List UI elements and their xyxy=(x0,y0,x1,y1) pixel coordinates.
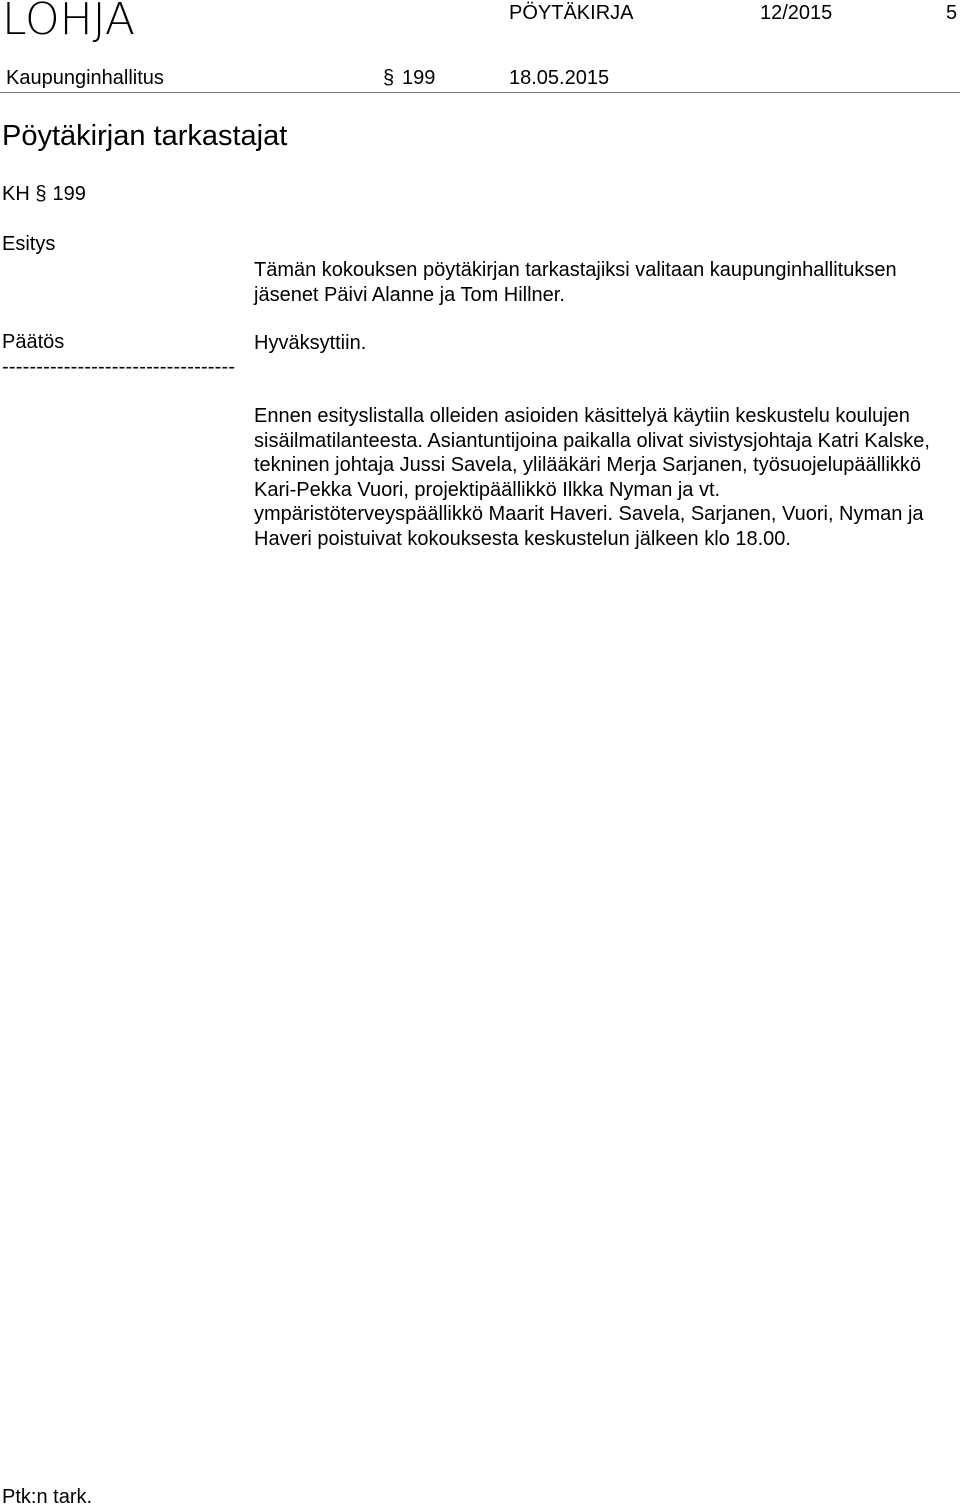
proposal-label: Esitys xyxy=(2,233,56,255)
item-ref-symbol: § xyxy=(35,183,47,205)
discussion-note: Ennen esityslistalla olleiden asioiden käsittelyä käytiin keskustelu koulujen sisäilmatilanteesta. Asiantuntijoina paikalla olivat sivistysjohtaja Katri Kalske, tekninen johtaja Jussi Savela, ylilääkäri Merja Sarjanen, työsuojelupäällikkö Kari-Pekka Vuori, projektipäällikkö Ilkka Nyman ja vt. ympäristöterveyspäällikkö Maarit Haveri. Savela, Sarjanen, Vuori, Nyman ja Haveri poistuivat kokouksesta keskustelun jälkeen klo 18.00. xyxy=(254,405,930,550)
decision-text: Hyväksyttiin. xyxy=(254,332,367,354)
decision-label: Päätös xyxy=(2,331,65,353)
item-title: Pöytäkirjan tarkastajat xyxy=(2,120,288,152)
organ-name: Kaupunginhallitus xyxy=(6,67,164,89)
decision-separator: ---------------------------------- xyxy=(2,356,236,378)
lohja-logo: LOHJA xyxy=(2,0,135,45)
item-reference xyxy=(2,183,86,206)
header-divider xyxy=(0,92,960,93)
footer-initials-label: Ptk:n tark. xyxy=(2,1486,93,1508)
section-symbol: § xyxy=(383,67,395,89)
page-number: 5 xyxy=(946,2,958,24)
item-ref-prefix: KH xyxy=(2,183,30,205)
document-type: PÖYTÄKIRJA xyxy=(509,2,634,24)
item-ref-number: 199 xyxy=(52,183,86,205)
section-number: 199 xyxy=(402,67,436,89)
meeting-date: 18.05.2015 xyxy=(509,67,610,89)
proposal-text: Tämän kokouksen pöytäkirjan tarkastajiksi valitaan kaupunginhallituksen jäsenet Päivi Alanne ja Tom Hillner. xyxy=(254,259,897,306)
document-number: 12/2015 xyxy=(760,2,833,24)
